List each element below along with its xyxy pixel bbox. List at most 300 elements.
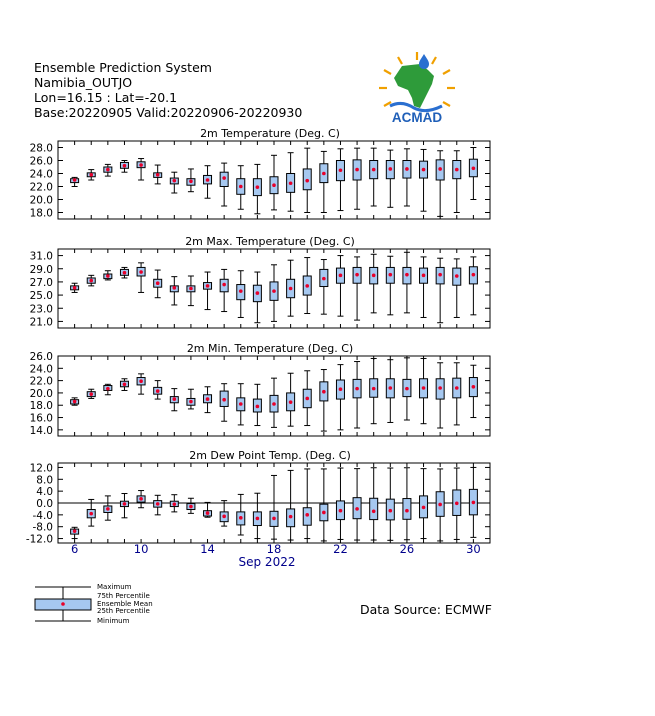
x-month-label: Sep 2022 [238,555,296,569]
mean-point [73,400,77,404]
box-day-28 [436,469,444,541]
box-day-13 [187,498,195,513]
mean-point [339,387,343,391]
box-day-18 [270,378,278,427]
mean-point [305,513,309,517]
box-day-30 [469,148,477,200]
mean-point [256,405,260,409]
mean-point [322,277,326,281]
box-day-15 [220,269,228,311]
iqr-box [204,175,212,183]
x-tick-label: 26 [399,542,415,556]
legend [35,583,153,625]
iqr-box [220,279,228,292]
mean-point [222,515,226,519]
mean-point [372,168,376,172]
box-day-8 [104,271,112,280]
box-day-25 [386,360,394,423]
mean-point [438,167,442,171]
iqr-box [71,286,79,290]
box-day-14 [204,272,212,310]
chart-panel-1 [30,127,490,220]
box-day-12 [170,495,178,512]
y-tick-label: 25.0 [29,290,53,303]
water-drop-icon [419,54,429,69]
box-day-22 [336,468,344,539]
box-day-18 [270,265,278,322]
mean-point [123,271,127,275]
y-tick-label: -4.0 [32,509,53,522]
box-day-16 [237,384,245,425]
header-coordinates: Lon=16.15 : Lat=-20.1 [34,90,178,105]
mean-point [189,287,193,291]
chart-title: 2m Min. Temperature (Deg. C) [186,342,354,355]
box-day-19 [287,260,295,316]
iqr-box [420,496,428,518]
iqr-box [71,400,79,404]
box-day-10 [137,491,145,508]
mean-point [106,507,110,511]
mean-point [438,503,442,507]
mean-point [139,379,143,383]
mean-point [206,397,210,401]
iqr-box [436,379,444,399]
mean-point [89,392,93,396]
box-day-22 [336,149,344,211]
box-day-10 [137,374,145,394]
mean-point [305,179,309,183]
mean-point [173,502,177,506]
iqr-box [154,501,162,508]
y-tick-label: 27.0 [29,276,53,289]
box-day-30 [469,467,477,537]
mean-point [472,167,476,171]
iqr-box [87,510,95,518]
iqr-box [220,172,228,186]
mean-point [139,270,143,274]
iqr-box [403,161,411,179]
box-day-7 [87,499,95,526]
box-day-15 [220,501,228,526]
box-day-11 [154,165,162,184]
box-day-23 [353,362,361,428]
mean-point [322,172,326,176]
box-day-17 [253,493,261,538]
mean-point [472,273,476,277]
box-day-27 [420,358,428,423]
box-day-6 [71,283,79,292]
chart-panel-2 [30,235,490,328]
mean-point [206,284,210,288]
iqr-box [370,498,378,519]
plot-frame [58,463,490,543]
box-day-20 [303,258,311,314]
iqr-box [253,512,261,526]
mean-point [123,502,127,506]
legend-mean-point [61,602,65,606]
iqr-box [104,274,112,279]
mean-point [156,281,160,285]
mean-point [239,185,243,189]
iqr-box [303,169,311,190]
iqr-box [353,498,361,519]
box-day-14 [204,387,212,413]
box-day-29 [453,468,461,539]
mean-point [206,511,210,515]
box-day-25 [386,150,394,207]
iqr-box [270,511,278,526]
iqr-box [386,161,394,179]
box-day-29 [453,259,461,318]
y-tick-label: 29.0 [29,263,53,276]
iqr-box [71,179,79,183]
iqr-box [303,389,311,407]
box-day-28 [436,151,444,217]
mean-point [73,286,77,290]
y-tick-label: 24.0 [29,168,53,181]
mean-point [289,515,293,519]
x-tick-label: 22 [333,542,348,556]
y-tick-label: -8.0 [32,521,53,534]
box-day-19 [287,373,295,426]
iqr-box [453,268,461,285]
iqr-box [170,397,178,403]
box-day-13 [187,169,195,192]
y-tick-label: 18.0 [29,400,53,413]
mean-point [405,273,409,277]
mean-point [455,274,459,278]
mean-point [256,291,260,295]
mean-point [139,163,143,167]
mean-point [256,517,260,521]
mean-point [289,400,293,404]
mean-point [89,512,93,516]
iqr-box [204,283,212,290]
mean-point [389,386,393,390]
mean-point [389,167,393,171]
iqr-box [237,285,245,300]
chart-title: 2m Temperature (Deg. C) [200,127,340,140]
y-tick-label: 18.0 [29,207,53,220]
box-day-13 [187,276,195,306]
legend-maximum-label: Maximum [97,583,132,591]
box-day-30 [469,365,477,417]
box-day-16 [237,494,245,535]
mean-point [339,168,343,172]
iqr-box [170,286,178,292]
box-day-6 [71,527,79,538]
box-day-11 [154,495,162,515]
mean-point [156,389,160,393]
iqr-box [336,501,344,520]
iqr-box [370,161,378,179]
x-tick-label: 10 [133,542,149,556]
x-tick-label: 18 [266,542,282,556]
box-day-7 [87,170,95,180]
box-day-8 [104,496,112,520]
africa-shape [394,64,434,108]
iqr-box [204,511,212,516]
mean-point [272,289,276,293]
iqr-box [453,161,461,179]
box-day-14 [204,166,212,199]
iqr-box [353,160,361,180]
y-tick-label: 14.0 [29,424,53,437]
y-tick-label: 20.0 [29,194,53,207]
box-day-24 [370,148,378,206]
box-day-22 [336,256,344,317]
legend-p75-label: 75th Percentile [97,592,150,600]
iqr-box [87,392,95,397]
iqr-box [87,278,95,283]
mean-point [173,397,177,401]
iqr-box [220,391,228,406]
box-day-21 [320,370,328,432]
mean-point [422,506,426,510]
box-day-19 [287,470,295,540]
mean-point [123,383,127,387]
iqr-box [469,267,477,284]
iqr-box [237,512,245,525]
mean-point [305,284,309,288]
iqr-box [154,387,162,394]
box-day-21 [320,151,328,212]
box-day-21 [320,260,328,315]
y-tick-label: 4.0 [36,486,53,499]
iqr-box [303,276,311,295]
iqr-box [420,268,428,283]
box-day-24 [370,358,378,423]
iqr-box [370,379,378,397]
mean-point [372,274,376,278]
y-tick-label: 23.0 [29,303,53,316]
iqr-box [469,489,477,514]
box-day-15 [220,163,228,206]
box-day-9 [120,379,128,391]
box-day-25 [386,468,394,540]
y-tick-label: 26.0 [29,351,53,363]
iqr-box [253,179,261,196]
iqr-box [104,167,112,172]
iqr-box [120,269,128,275]
iqr-box [320,269,328,286]
iqr-box [386,499,394,520]
box-day-29 [453,151,461,213]
iqr-box [270,282,278,300]
y-tick-label: 22.0 [29,375,53,388]
chart-panel-4 [26,449,490,546]
mean-point [289,287,293,291]
box-day-17 [253,164,261,213]
box-day-28 [436,258,444,323]
mean-point [173,286,177,290]
mean-point [123,164,127,168]
box-day-20 [303,148,311,212]
mean-point [438,386,442,390]
box-day-26 [403,252,411,313]
mean-point [173,179,177,183]
mean-point [305,397,309,401]
mean-point [472,385,476,389]
box-day-9 [120,494,128,518]
box-day-9 [120,267,128,278]
box-day-26 [403,468,411,540]
box-day-23 [353,148,361,209]
box-day-29 [453,363,461,425]
iqr-box [436,160,444,180]
iqr-box [270,395,278,412]
box-day-18 [270,155,278,210]
box-day-8 [104,164,112,176]
mean-point [355,507,359,511]
legend-minimum-label: Minimum [97,617,130,625]
chart-title: 2m Dew Point Temp. (Deg. C) [189,449,351,462]
box-day-10 [137,159,145,180]
chart-title: 2m Max. Temperature (Deg. C) [185,235,355,248]
plot-frame [58,141,490,219]
box-day-16 [237,166,245,210]
y-tick-label: -12.0 [25,533,53,546]
iqr-box [420,379,428,398]
y-tick-label: 21.0 [29,316,53,329]
x-tick-label: 30 [466,542,481,556]
iqr-box [469,378,477,397]
mean-point [73,529,77,533]
mean-point [89,279,93,283]
mean-point [405,387,409,391]
box-day-15 [220,384,228,422]
mean-point [405,167,409,171]
box-day-6 [71,398,79,405]
box-day-26 [403,358,411,420]
iqr-box [336,380,344,399]
box-day-27 [420,257,428,318]
y-tick-label: 22.0 [29,181,53,194]
mean-point [222,283,226,287]
iqr-box [353,267,361,283]
iqr-box [287,509,295,527]
box-day-14 [204,502,212,517]
box-day-20 [303,371,311,426]
plot-frame [58,249,490,328]
mean-point [89,173,93,177]
mean-point [322,390,326,394]
mean-point [355,273,359,277]
iqr-box [137,496,145,502]
y-tick-label: 31.0 [29,250,53,263]
box-day-11 [154,270,162,298]
mean-point [289,181,293,185]
iqr-box [336,268,344,283]
box-day-20 [303,469,311,539]
box-day-10 [137,263,145,293]
box-day-8 [104,384,112,394]
iqr-box [420,161,428,178]
iqr-box [270,177,278,194]
iqr-box [120,381,128,387]
iqr-box [170,178,178,184]
box-day-26 [403,149,411,206]
mean-point [438,273,442,277]
mean-point [455,168,459,172]
iqr-box [287,279,295,297]
mean-point [272,402,276,406]
y-tick-label: 12.0 [29,462,53,475]
x-tick-label: 6 [70,542,79,556]
y-tick-label: 8.0 [36,474,53,487]
mean-point [189,505,193,509]
iqr-box [287,174,295,193]
iqr-box [320,164,328,183]
iqr-box [104,386,112,391]
mean-point [405,509,409,513]
box-day-11 [154,381,162,399]
mean-point [239,289,243,293]
iqr-box [453,490,461,515]
mean-point [222,176,226,180]
iqr-box [237,398,245,411]
mean-point [372,509,376,513]
box-day-7 [87,389,95,398]
iqr-box [71,529,79,534]
iqr-box [403,379,411,396]
mean-point [355,168,359,172]
iqr-box [253,399,261,412]
iqr-box [370,267,378,283]
mean-point [472,501,476,505]
acmad-africa-logo [372,48,462,128]
mean-point [106,387,110,391]
box-day-23 [353,257,361,320]
iqr-box [353,379,361,397]
box-day-22 [336,365,344,430]
iqr-box [104,506,112,513]
box-day-7 [87,275,95,286]
box-day-17 [253,384,261,425]
iqr-box [170,501,178,506]
header-station: Namibia_OUTJO [34,75,133,90]
mean-point [206,178,210,182]
iqr-box [137,378,145,385]
x-tick-label: 14 [200,542,215,556]
mean-point [339,274,343,278]
iqr-box [436,267,444,283]
box-day-9 [120,161,128,173]
iqr-box [187,398,195,405]
box-day-13 [187,389,195,409]
mean-point [106,168,110,172]
y-tick-label: 20.0 [29,387,53,400]
mean-point [139,497,143,501]
mean-point [422,386,426,390]
iqr-box [237,179,245,195]
mean-point [322,511,326,515]
box-day-27 [420,149,428,211]
iqr-box [187,504,195,510]
mean-point [239,402,243,406]
mean-point [73,178,77,182]
iqr-box [336,161,344,181]
box-day-19 [287,153,295,212]
iqr-box [154,173,162,178]
mean-point [455,386,459,390]
mean-point [422,274,426,278]
box-day-6 [71,177,79,186]
box-day-17 [253,272,261,323]
mean-point [256,185,260,189]
iqr-box [320,504,328,521]
iqr-box [137,267,145,276]
